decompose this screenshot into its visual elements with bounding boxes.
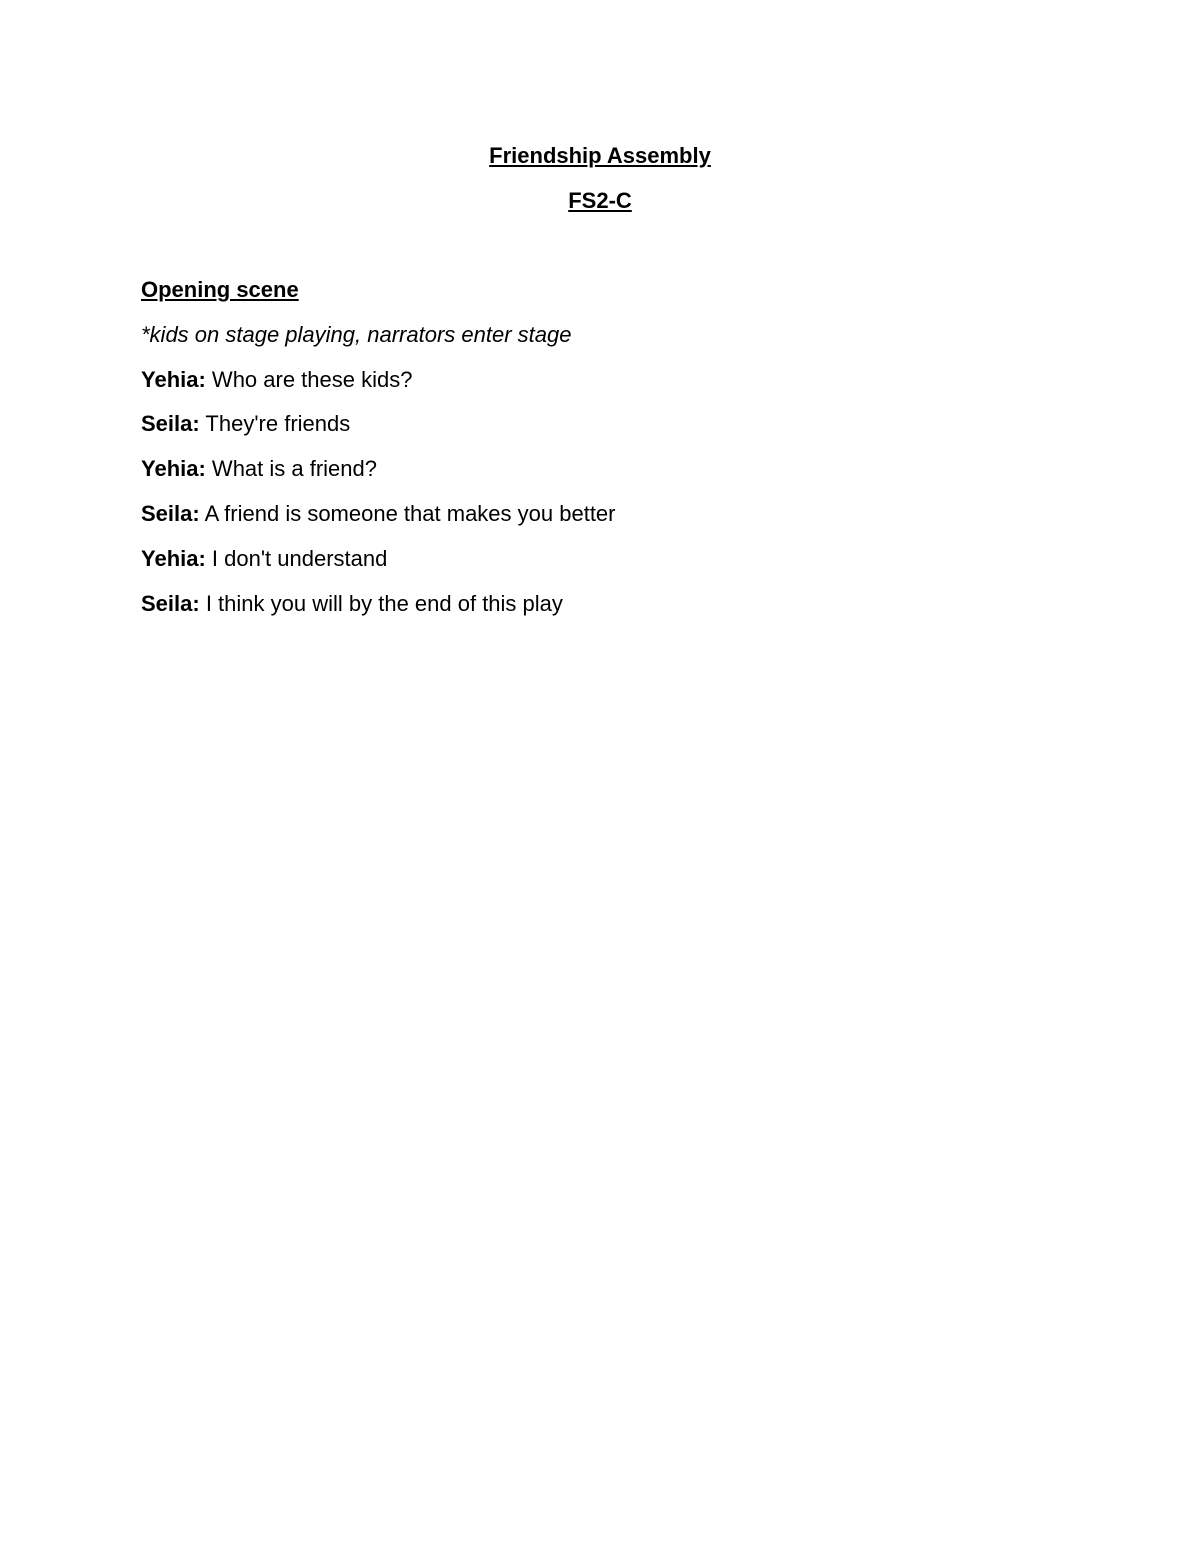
speaker-name: Yehia: [141,456,206,482]
dialogue-text: Who are these kids? [205,366,413,392]
document-title: Friendship Assembly [489,143,711,168]
script-body [141,279,1141,637]
dialogue-text: They're friends [199,411,351,437]
dialogue-line [141,413,1141,458]
speaker-name: Seila: [141,411,200,437]
scene-heading: Opening scene [141,277,299,302]
dialogue-line [141,545,1141,593]
document-subtitle: FS2-C [568,188,632,213]
dialogue-text: What is a friend? [205,456,377,482]
speaker-name: Yehia: [141,366,206,392]
dialogue-line [141,458,1141,503]
speaker-name: Seila: [141,500,200,526]
speaker-name: Seila: [141,590,200,616]
speaker-name: Yehia: [141,545,206,571]
dialogue-line [141,366,1141,414]
dialogue-text: I think you will by the end of this play [199,590,563,616]
dialogue-line [141,500,1141,548]
dialogue-text: A friend is someone that makes you better [199,500,616,526]
stage-direction: *kids on stage playing, narrators enter stage [141,321,572,347]
dialogue-line [141,590,1141,638]
dialogue-text: I don't understand [205,545,388,571]
